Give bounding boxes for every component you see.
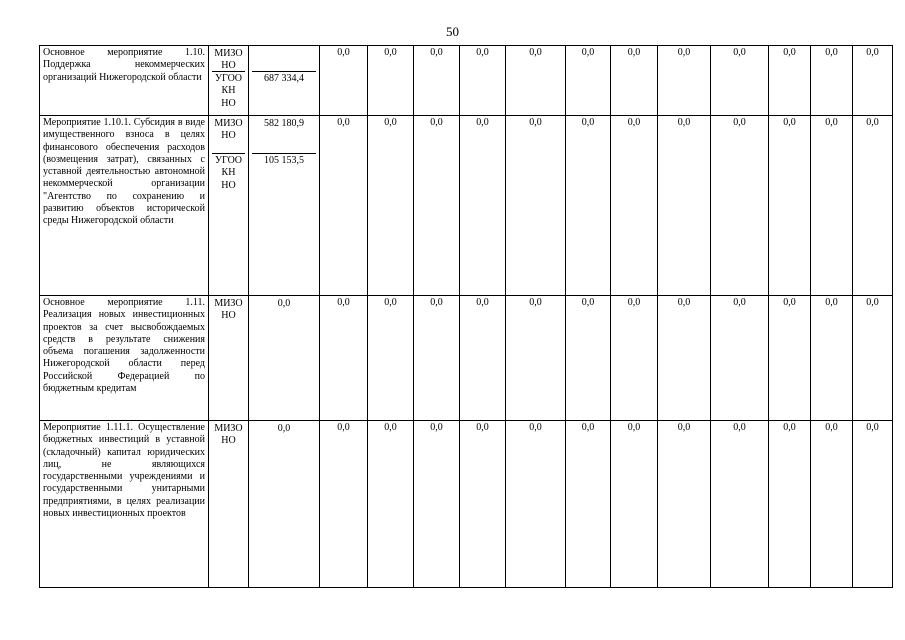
year-value: 0,0 bbox=[711, 421, 769, 588]
year-value: 0,0 bbox=[769, 296, 811, 421]
amount-value bbox=[252, 47, 316, 72]
year-value: 0,0 bbox=[811, 116, 853, 296]
year-value: 0,0 bbox=[368, 421, 414, 588]
program-table bbox=[39, 45, 893, 588]
activity-name: Мероприятие 1.10.1. Субсидия в виде имущественного взноса в целях финансового обеспечения расходов (возмещения затрат), связанных с уставной деятельностью автономной некоммерческой организации "Агентство по сохранению и развитию объектов исторической среды Нижегородской области bbox=[40, 116, 209, 296]
year-value: 0,0 bbox=[320, 296, 368, 421]
year-value: 0,0 bbox=[853, 421, 893, 588]
year-value: 0,0 bbox=[811, 296, 853, 421]
year-value: 0,0 bbox=[853, 46, 893, 116]
table-row bbox=[40, 296, 893, 421]
amount-value: 0,0 bbox=[277, 298, 291, 309]
year-value: 0,0 bbox=[611, 421, 658, 588]
year-value: 0,0 bbox=[460, 296, 506, 421]
executor-cell bbox=[209, 116, 249, 296]
year-value: 0,0 bbox=[566, 116, 611, 296]
executor-cell bbox=[209, 421, 249, 588]
year-value: 0,0 bbox=[853, 116, 893, 296]
year-value: 0,0 bbox=[658, 421, 711, 588]
year-value: 0,0 bbox=[414, 116, 460, 296]
year-value: 0,0 bbox=[414, 46, 460, 116]
activity-name: Основное мероприятие 1.11. Реализация новых инвестиционных проектов за счет высвобождаемых средств в результате снижения объема погашения задолженности Нижегородской области перед Российской Федерацией по бюджетным кредитам bbox=[40, 296, 209, 421]
year-value: 0,0 bbox=[611, 116, 658, 296]
year-value: 0,0 bbox=[506, 296, 566, 421]
executor-cell bbox=[209, 46, 249, 116]
year-value: 0,0 bbox=[658, 46, 711, 116]
executor-label: МИЗО НО bbox=[214, 423, 243, 447]
executor-label: УГОО КН НО bbox=[214, 73, 243, 109]
year-value: 0,0 bbox=[414, 421, 460, 588]
year-value: 0,0 bbox=[658, 296, 711, 421]
amount-value: 105 153,5 bbox=[264, 155, 304, 166]
year-value: 0,0 bbox=[566, 296, 611, 421]
year-value: 0,0 bbox=[506, 46, 566, 116]
year-value: 0,0 bbox=[414, 296, 460, 421]
activity-name: Мероприятие 1.11.1. Осуществление бюджетных инвестиций в уставной (складочный) капитал юридических лиц, не являющихся государственными учреждениями и государственными унитарными предприятиями, в целях реализации новых инвестиционных проектов bbox=[40, 421, 209, 588]
amount-cell bbox=[249, 46, 320, 116]
year-value: 0,0 bbox=[368, 296, 414, 421]
year-value: 0,0 bbox=[320, 421, 368, 588]
amount-value: 582 180,9 bbox=[252, 117, 316, 154]
executor-label: МИЗО НО bbox=[214, 298, 243, 322]
year-value: 0,0 bbox=[769, 116, 811, 296]
year-value: 0,0 bbox=[811, 421, 853, 588]
year-value: 0,0 bbox=[811, 46, 853, 116]
year-value: 0,0 bbox=[711, 296, 769, 421]
year-value: 0,0 bbox=[658, 116, 711, 296]
year-value: 0,0 bbox=[769, 46, 811, 116]
executor-label: УГОО КН НО bbox=[214, 155, 243, 191]
amount-value: 687 334,4 bbox=[264, 73, 304, 84]
year-value: 0,0 bbox=[769, 421, 811, 588]
amount-value: 0,0 bbox=[277, 423, 291, 434]
year-value: 0,0 bbox=[368, 46, 414, 116]
year-value: 0,0 bbox=[566, 46, 611, 116]
year-value: 0,0 bbox=[611, 46, 658, 116]
year-value: 0,0 bbox=[506, 421, 566, 588]
year-value: 0,0 bbox=[853, 296, 893, 421]
year-value: 0,0 bbox=[460, 46, 506, 116]
year-value: 0,0 bbox=[566, 421, 611, 588]
page-number: 50 bbox=[446, 24, 459, 39]
year-value: 0,0 bbox=[506, 116, 566, 296]
table-row bbox=[40, 421, 893, 588]
executor-label: МИЗО НО bbox=[212, 117, 245, 154]
activity-name: Основное мероприятие 1.10. Поддержка некоммерческих организаций Нижегородской области bbox=[40, 46, 209, 116]
table-row bbox=[40, 46, 893, 116]
year-value: 0,0 bbox=[611, 296, 658, 421]
year-value: 0,0 bbox=[368, 116, 414, 296]
year-value: 0,0 bbox=[460, 116, 506, 296]
year-value: 0,0 bbox=[320, 116, 368, 296]
table-row bbox=[40, 116, 893, 296]
amount-cell bbox=[249, 116, 320, 296]
year-value: 0,0 bbox=[711, 116, 769, 296]
year-value: 0,0 bbox=[320, 46, 368, 116]
executor-label: МИЗО НО bbox=[212, 47, 245, 72]
amount-cell bbox=[249, 296, 320, 421]
year-value: 0,0 bbox=[460, 421, 506, 588]
amount-cell bbox=[249, 421, 320, 588]
year-value: 0,0 bbox=[711, 46, 769, 116]
executor-cell bbox=[209, 296, 249, 421]
